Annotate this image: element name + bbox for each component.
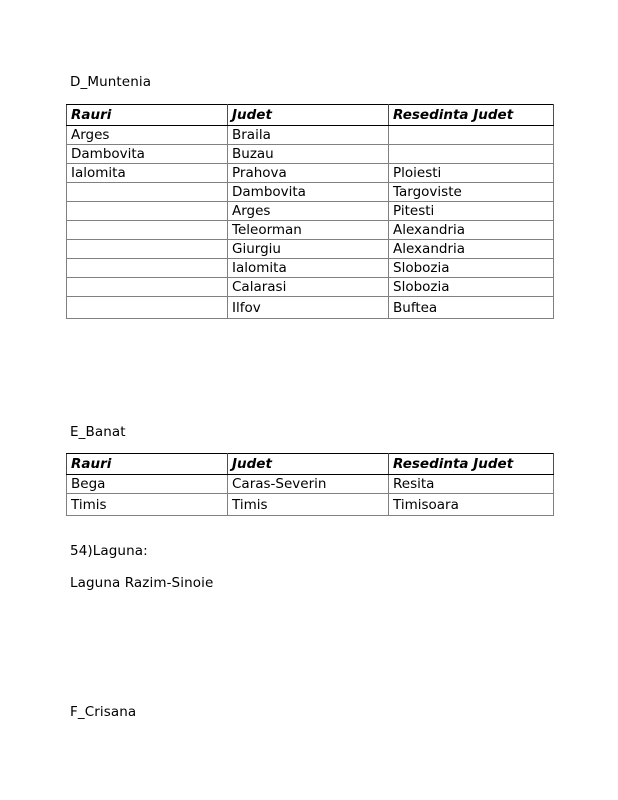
cell-resedinta: Targoviste [389, 183, 554, 202]
cell-rauri: Bega [67, 475, 228, 494]
table-row [67, 494, 554, 516]
cell-rauri [67, 278, 228, 297]
cell-resedinta: Ploiesti [389, 164, 554, 183]
section-heading-f-crisana: F_Crisana [70, 704, 137, 720]
table-row [67, 145, 554, 164]
table-row [67, 259, 554, 278]
cell-judet: Prahova [228, 164, 389, 183]
cell-rauri [67, 183, 228, 202]
column-header-rauri: Rauri [67, 105, 228, 126]
table-row [67, 164, 554, 183]
cell-rauri: Ialomita [67, 164, 228, 183]
table-row [67, 221, 554, 240]
cell-rauri: Timis [67, 494, 228, 516]
cell-resedinta: Alexandria [389, 240, 554, 259]
column-header-rauri: Rauri [67, 454, 228, 475]
cell-rauri: Dambovita [67, 145, 228, 164]
table-row [67, 126, 554, 145]
cell-resedinta [389, 145, 554, 164]
cell-judet: Dambovita [228, 183, 389, 202]
cell-judet: Buzau [228, 145, 389, 164]
cell-resedinta: Slobozia [389, 259, 554, 278]
column-header-resedinta-judet: Resedinta Judet [389, 105, 554, 126]
cell-judet: Arges [228, 202, 389, 221]
cell-rauri [67, 297, 228, 319]
table-row [67, 202, 554, 221]
cell-judet: Ilfov [228, 297, 389, 319]
section-heading-e-banat: E_Banat [70, 424, 126, 440]
cell-resedinta: Alexandria [389, 221, 554, 240]
section-heading-d-muntenia: D_Muntenia [70, 74, 152, 90]
cell-rauri [67, 259, 228, 278]
cell-resedinta: Resita [389, 475, 554, 494]
table-muntenia [66, 104, 554, 319]
cell-judet: Giurgiu [228, 240, 389, 259]
cell-judet: Calarasi [228, 278, 389, 297]
cell-resedinta: Pitesti [389, 202, 554, 221]
cell-resedinta: Slobozia [389, 278, 554, 297]
table-header-row [67, 105, 554, 126]
cell-judet: Caras-Severin [228, 475, 389, 494]
column-header-resedinta-judet: Resedinta Judet [389, 454, 554, 475]
cell-resedinta [389, 126, 554, 145]
cell-judet: Braila [228, 126, 389, 145]
table-row [67, 297, 554, 319]
cell-rauri [67, 221, 228, 240]
table-row [67, 278, 554, 297]
column-header-judet: Judet [228, 454, 389, 475]
paragraph-laguna-label: 54)Laguna: [70, 543, 148, 559]
cell-judet: Ialomita [228, 259, 389, 278]
paragraph-laguna-value: Laguna Razim-Sinoie [70, 575, 214, 591]
cell-judet: Timis [228, 494, 389, 516]
cell-rauri: Arges [67, 126, 228, 145]
cell-judet: Teleorman [228, 221, 389, 240]
cell-resedinta: Timisoara [389, 494, 554, 516]
cell-rauri [67, 240, 228, 259]
column-header-judet: Judet [228, 105, 389, 126]
table-header-row [67, 454, 554, 475]
table-row [67, 475, 554, 494]
cell-rauri [67, 202, 228, 221]
cell-resedinta: Buftea [389, 297, 554, 319]
table-row [67, 240, 554, 259]
table-row [67, 183, 554, 202]
table-banat [66, 453, 554, 516]
